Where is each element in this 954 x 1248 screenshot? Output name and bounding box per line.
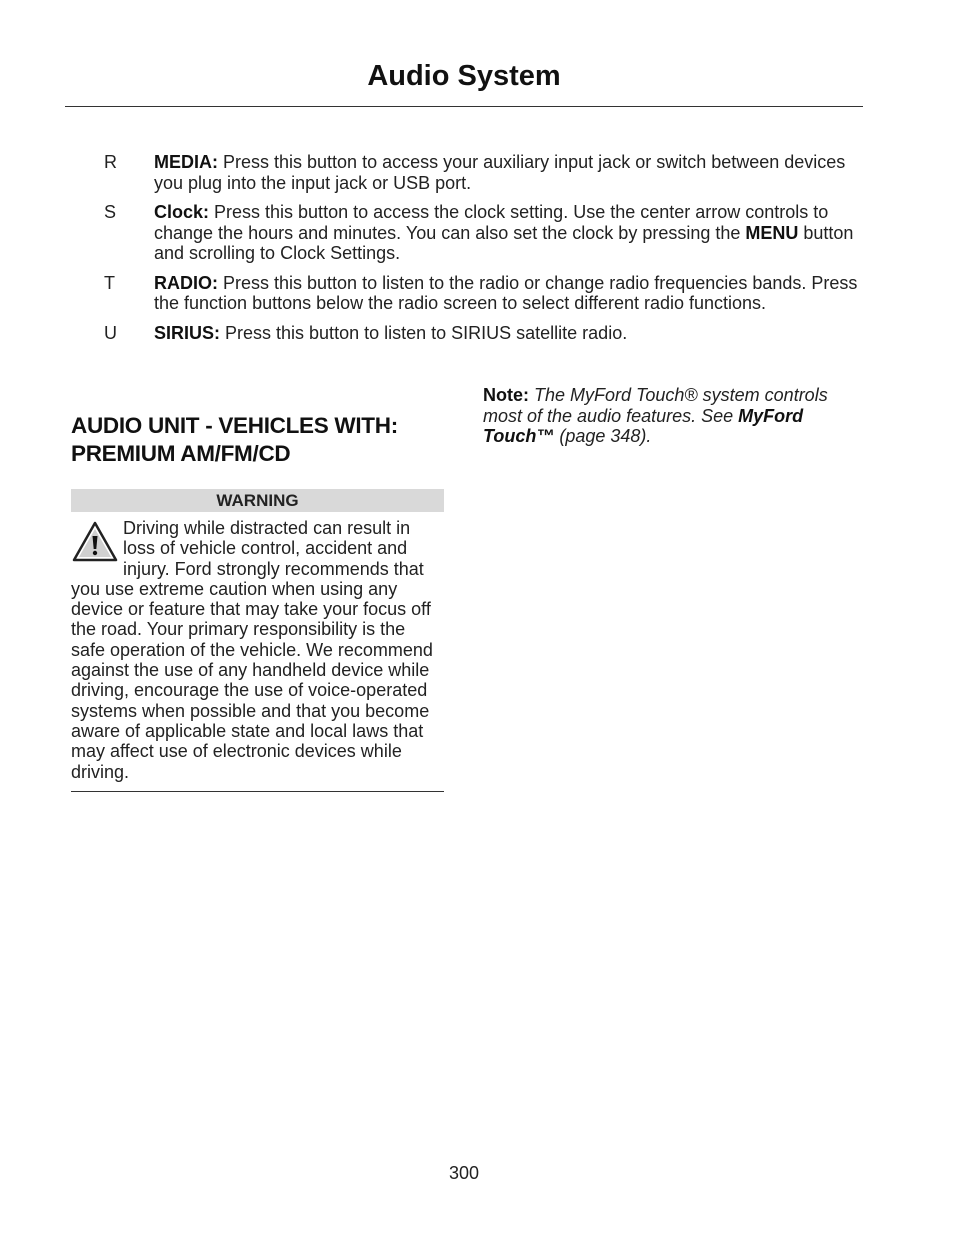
item-text <box>154 273 864 314</box>
warning-label: WARNING <box>71 489 444 512</box>
item-description: Press this button to listen to SIRIUS satellite radio. <box>220 322 628 343</box>
section-heading-line2: PREMIUM AM/FM/CD <box>71 441 291 466</box>
item-text <box>154 323 864 344</box>
warning-text: Driving while distracted can result in loss of vehicle control, accident and injury. Ford strongly recommends that you use extreme caution when using any device or feature that may take your focus off the road. Your primary responsibility is the safe operation of the vehicle. We recommend against the use of any handheld device while driving, encourage the use of voice-operated systems when possible and that you become aware of applicable state and local laws that may affect use of electronic devices while driving. <box>71 518 433 782</box>
warning-body <box>71 518 444 782</box>
list-item-t <box>104 273 864 314</box>
page-title: Audio System <box>367 60 561 92</box>
item-letter: U <box>104 322 117 343</box>
list-item-r <box>104 152 864 193</box>
page-number: 300 <box>448 1163 480 1183</box>
title-divider <box>65 106 863 107</box>
list-item-u <box>104 323 864 344</box>
item-description: Press this button to access your auxiliary input jack or switch between devices you plug into the input jack or USB port. <box>154 152 846 193</box>
section-heading-line1: AUDIO UNIT - VEHICLES WITH: <box>71 413 398 438</box>
audio-unit-section <box>71 412 444 792</box>
item-letter: S <box>104 202 117 222</box>
section-heading <box>71 412 444 468</box>
note-page-ref: (page 348). <box>554 426 652 446</box>
warning-triangle-icon <box>71 520 119 564</box>
list-item-s <box>104 202 864 264</box>
myford-touch-link[interactable]: MyFord Touch™ <box>483 405 804 446</box>
item-description: Press this button to access the clock setting. Use the center arrow controls to change the hours and minutes. You can also set the clock by pressing the <box>154 202 829 243</box>
item-term: Clock: <box>154 202 210 222</box>
item-letter: R <box>104 152 117 172</box>
item-term: RADIO: <box>154 272 218 293</box>
warning-divider <box>71 791 444 792</box>
note-label: Note: <box>483 385 529 405</box>
item-text <box>154 152 864 193</box>
note-text: The MyFord Touch® system controls most of the audio features. See <box>483 385 828 426</box>
item-description: Press this button to listen to the radio or change radio frequencies bands. Press the function buttons below the radio screen to select different radio functions. <box>154 272 858 313</box>
item-term: MEDIA: <box>154 152 218 172</box>
item-letter: T <box>104 272 115 293</box>
item-term-menu: MENU <box>745 222 799 243</box>
item-text <box>154 202 864 264</box>
item-description-continued: button and scrolling to Clock Settings. <box>154 222 854 263</box>
button-description-list <box>104 152 864 352</box>
item-term: SIRIUS: <box>154 322 221 343</box>
note <box>483 385 863 447</box>
